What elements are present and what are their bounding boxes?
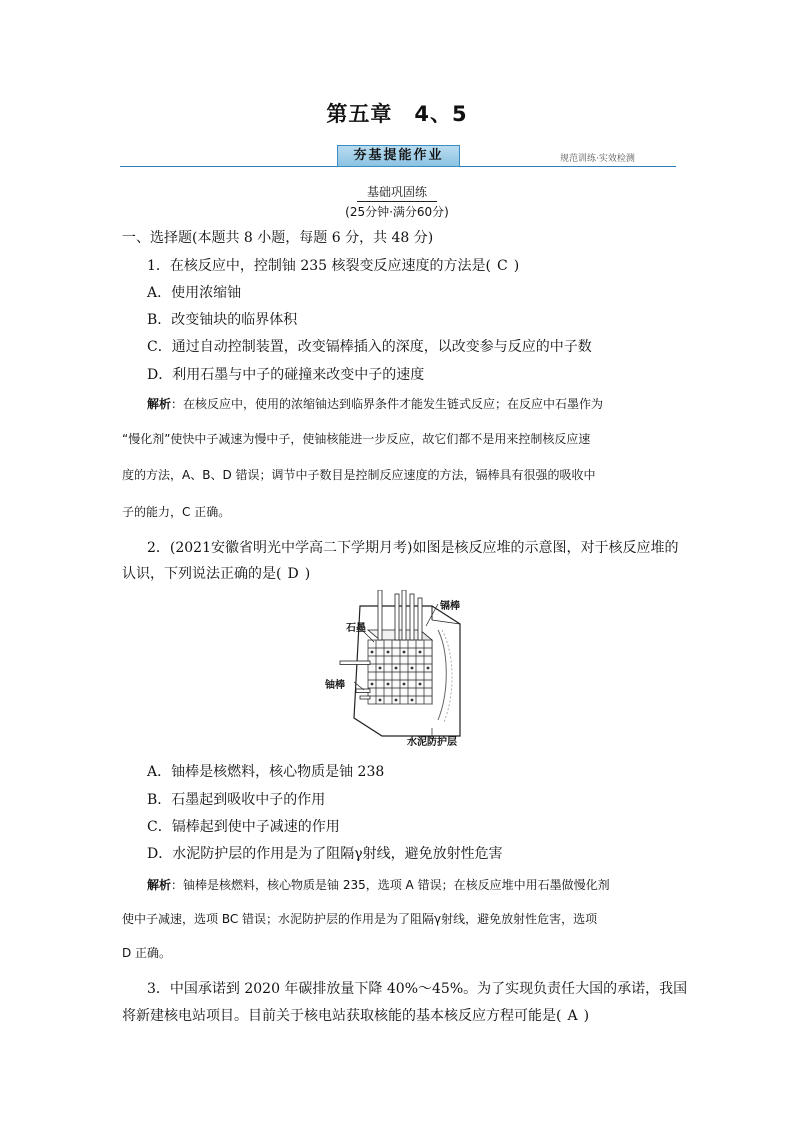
q1-explanation-label: 解析: [147, 397, 172, 411]
section-subtitle-text: 基础巩固练: [357, 183, 437, 202]
q1-stem-text: 1．在核反应中，控制铀 235 核裂变反应速度的方法是(: [147, 258, 491, 274]
question-3-line-1: 3．中国承诺到 2020 年碳排放量下降 40%～45%。为了实现负责任大国的承诺，我国: [147, 981, 688, 997]
q1-option-a: A．使用浓缩铀: [147, 285, 242, 301]
q3-close: ): [583, 1008, 590, 1024]
q2-explanation-line-1: [147, 876, 610, 893]
question-2-line-1: 2．(2021安徽省明光中学高二下学期月考)如图是核反应堆的示意图，对于核反应堆的: [147, 540, 679, 556]
header-tag: 规范训练·实效检测: [560, 154, 635, 164]
q2-explanation-line-3: D 正确。: [122, 946, 172, 960]
q2-option-b: B．石墨起到吸收中子的作用: [147, 792, 326, 808]
page-title: 第五章 4、5: [326, 102, 468, 126]
part-heading: 一、选择题(本题共 8 小题，每题 6 分，共 48 分): [122, 230, 434, 246]
q3-stem-text: 将新建核电站项目。目前关于核电站获取核能的基本核反应方程可能是(: [122, 1008, 562, 1024]
q2-close: ): [304, 566, 311, 582]
q2-explanation-label: 解析: [147, 878, 172, 892]
q2-option-d: D．水泥防护层的作用是为了阻隔γ射线，避免放射性危害: [147, 846, 503, 862]
time-limit: (25分钟·满分60分): [345, 205, 449, 219]
question-2-line-2: [122, 563, 310, 583]
section-subtitle: [0, 183, 794, 202]
question-1-stem: [147, 255, 519, 275]
q1-option-b: B．改变铀块的临界体积: [147, 312, 298, 328]
question-3-line-2: [122, 1005, 589, 1025]
q2-option-a: A．铀棒是核燃料，核心物质是铀 238: [147, 764, 385, 780]
q1-explanation-line-4: 子的能力，C 正确。: [122, 505, 231, 519]
label-cadmium: 镉棒: [440, 601, 460, 612]
q1-explanation-line-3: 度的方法，A、B、D 错误；调节中子数目是控制反应速度的方法，镉棒具有很强的吸收中: [122, 468, 596, 482]
label-graphite: 石墨: [346, 623, 366, 634]
reactor-diagram: [320, 590, 490, 750]
label-concrete: 水泥防护层: [407, 737, 457, 748]
q2-explanation-line-2: 使中子减速，选项 BC 错误；水泥防护层的作用是为了阻隔γ射线，避免放射性危害，选项: [122, 912, 598, 926]
q2-answer: D: [287, 566, 299, 582]
label-uranium: 铀棒: [325, 680, 345, 691]
q3-answer: A: [567, 1008, 578, 1024]
q1-option-c: C．通过自动控制装置，改变镉棒插入的深度，以改变参与反应的中子数: [147, 339, 592, 355]
q1-explanation-text-1: ：在核反应中，使用的浓缩铀达到临界条件才能发生链式反应；在反应中石墨作为: [171, 397, 604, 411]
q1-explanation-line-2: “慢化剂”使快中子减速为慢中子，使铀核能进一步反应，故它们都不是用来控制核反应速: [122, 432, 591, 446]
core-grid: [368, 640, 432, 704]
q2-explanation-text-1: ：铀棒是核燃料，核心物质是铀 235，选项 A 错误；在核反应堆中用石墨做慢化剂: [171, 878, 610, 892]
q1-option-d: D．利用石墨与中子的碰撞来改变中子的速度: [147, 367, 425, 383]
q2-stem-text: 认识，下列说法正确的是(: [122, 566, 282, 582]
section-banner: 夯基提能作业: [337, 145, 460, 167]
q1-explanation-line-1: [147, 395, 603, 412]
q2-option-c: C．镉棒起到使中子减速的作用: [147, 819, 340, 835]
q1-answer: C: [497, 258, 508, 274]
q1-close: ): [513, 258, 520, 274]
